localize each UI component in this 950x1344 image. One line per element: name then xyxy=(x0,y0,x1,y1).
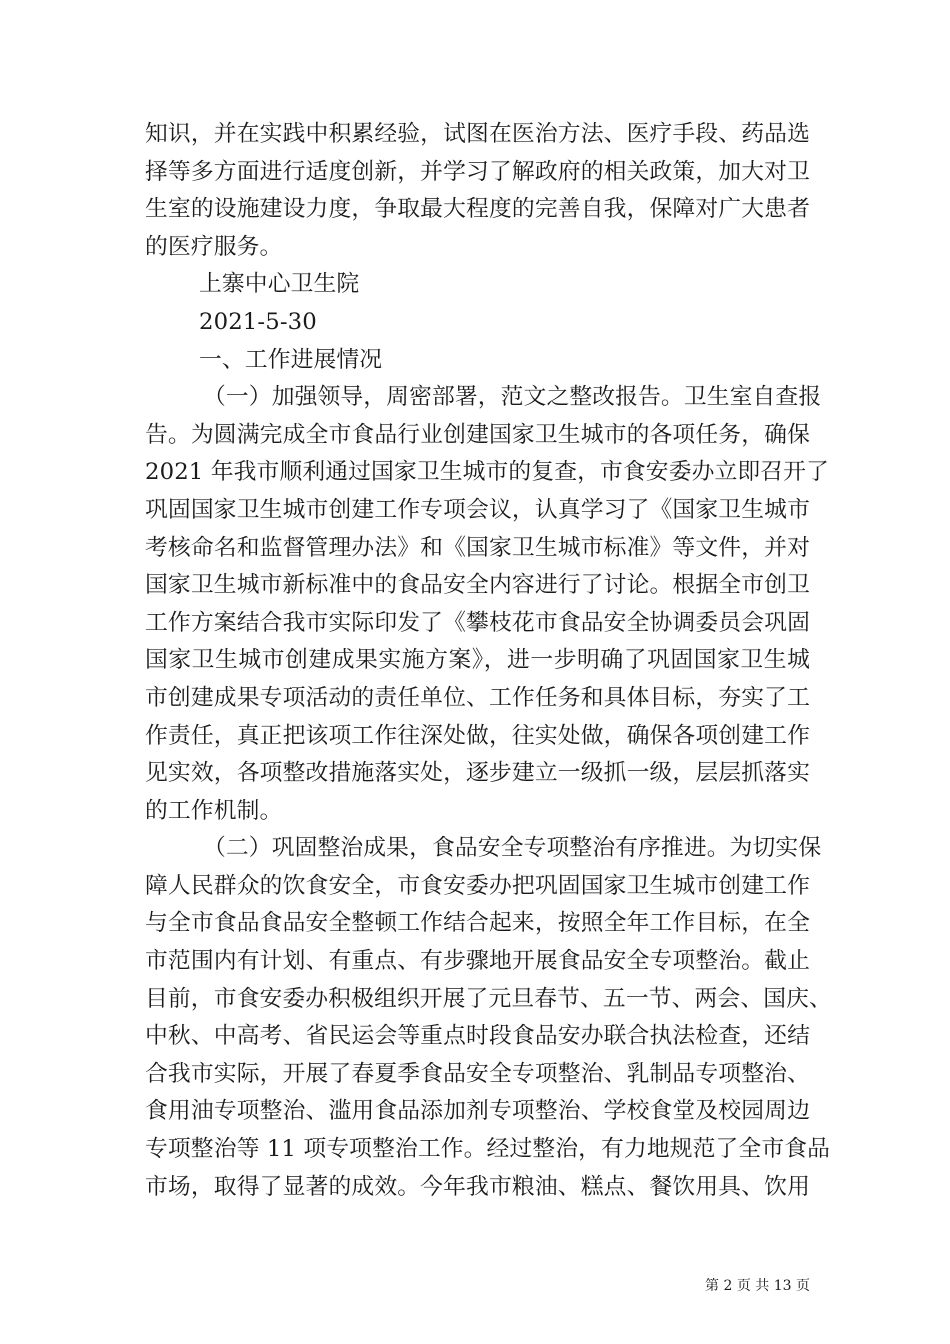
text-line: 生室的设施建设力度，争取最大程度的完善自我，保障对广大患者 xyxy=(145,196,810,223)
section-heading: 一、工作进展情况 xyxy=(199,346,383,373)
text-line: 巩固国家卫生城市创建工作专项会议，认真学习了《国家卫生城市 xyxy=(145,496,810,523)
text-line: 2021 年我市顺利通过国家卫生城市的复查，市食安委办立即召开了 xyxy=(145,459,829,486)
text-line: 市场，取得了显著的成效。今年我市粮油、糕点、餐饮用具、饮用 xyxy=(145,1173,810,1200)
paragraph-start: （一）加强领导，周密部署，范文之整改报告。卫生室自查报 xyxy=(203,384,822,411)
text-line: 专项整治等 11 项专项整治工作。经过整治，有力地规范了全市食品 xyxy=(145,1136,831,1163)
signature-date: 2021-5-30 xyxy=(199,308,317,335)
text-line: 知识，并在实践中积累经验，试图在医治方法、医疗手段、药品选 xyxy=(145,121,810,147)
text-line: 国家卫生城市创建成果实施方案》，进一步明确了巩固国家卫生城 xyxy=(145,647,810,674)
page-number-footer: 第 2 页 共 13 页 xyxy=(705,1278,810,1294)
text-line: 目前，市食安委办积极组织开展了元旦春节、五一节、两会、国庆、 xyxy=(145,985,832,1012)
text-line: 国家卫生城市新标准中的食品安全内容进行了讨论。根据全市创卫 xyxy=(145,572,810,599)
text-line: 障人民群众的饮食安全，市食安委办把巩固国家卫生城市创建工作 xyxy=(145,872,810,899)
text-line: 告。为圆满完成全市食品行业创建国家卫生城市的各项任务，确保 xyxy=(145,421,810,448)
text-line: 择等多方面进行适度创新，并学习了解政府的相关政策，加大对卫 xyxy=(145,158,810,185)
text-line: 考核命名和监督管理办法》和《国家卫生城市标准》等文件，并对 xyxy=(145,534,810,561)
text-line: 合我市实际，开展了春夏季食品安全专项整治、乳制品专项整治、 xyxy=(145,1060,810,1087)
paragraph-start: （二）巩固整治成果，食品安全专项整治有序推进。为切实保 xyxy=(203,835,822,862)
text-line: 市创建成果专项活动的责任单位、工作任务和具体目标，夯实了工 xyxy=(145,684,810,711)
text-line: 市范围内有计划、有重点、有步骤地开展食品安全专项整治。截止 xyxy=(145,948,810,975)
signature-organization: 上寨中心卫生院 xyxy=(199,271,360,298)
text-line: 见实效，各项整改措施落实处，逐步建立一级抓一级，层层抓落实 xyxy=(145,760,810,787)
text-line: 与全市食品食品安全整顿工作结合起来，按照全年工作目标，在全 xyxy=(145,910,810,937)
text-line: 食用油专项整治、滥用食品添加剂专项整治、学校食堂及校园周边 xyxy=(145,1098,810,1125)
text-line: 中秋、中高考、省民运会等重点时段食品安办联合执法检查，还结 xyxy=(145,1023,810,1050)
document-body xyxy=(145,116,832,1206)
text-line: 的工作机制。 xyxy=(145,797,283,824)
text-line: 的医疗服务。 xyxy=(145,233,283,260)
text-line: 工作方案结合我市实际印发了《攀枝花市食品安全协调委员会巩固 xyxy=(145,609,810,636)
text-line: 作责任，真正把该项工作往深处做，往实处做，确保各项创建工作 xyxy=(145,722,810,749)
